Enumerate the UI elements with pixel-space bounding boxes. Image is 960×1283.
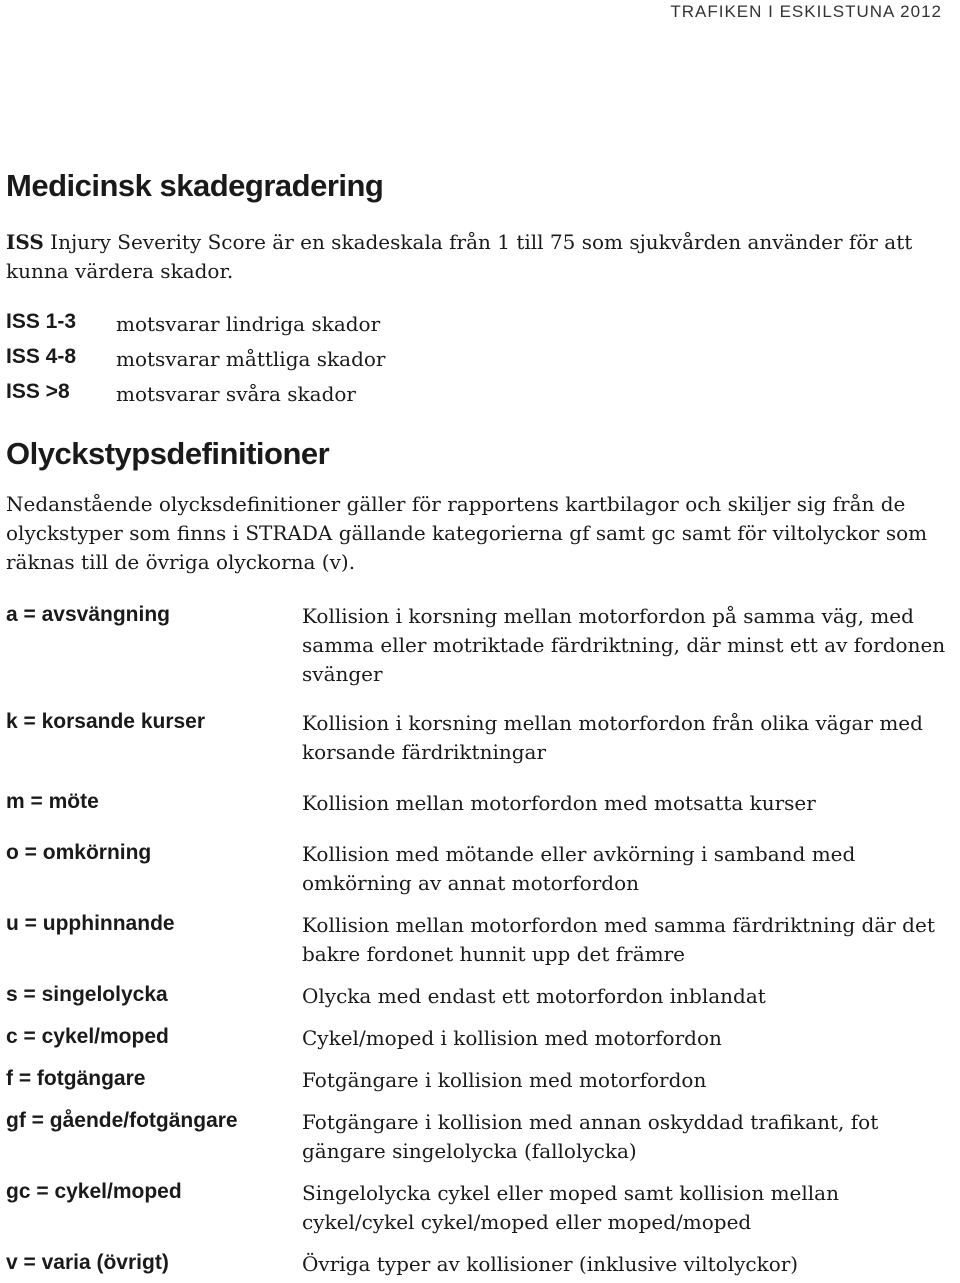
iss-label: ISS >8 [6, 380, 70, 403]
definition-text: Olycka med endast ett motorfordon inblandat [302, 984, 766, 1008]
iss-text: motsvarar lindriga skador [116, 312, 381, 336]
definition-text: Kollision i korsning mellan motorfordon från olika vägar med korsande färdriktningar [302, 711, 923, 764]
iss-intro [6, 228, 956, 286]
definition-text: Kollision mellan motorfordon med motsatta kurser [302, 791, 816, 815]
definition-code: v = varia (övrigt) [6, 1251, 169, 1274]
definition-text: Kollision med mötande eller avkörning i samband med omkörning av annat motorfordon [302, 842, 856, 895]
definition-code: a = avsvängning [6, 603, 170, 626]
iss-label: ISS 1-3 [6, 310, 77, 333]
running-header: TRAFIKEN I ESKILSTUNA 2012 [670, 2, 942, 21]
definition-code: gf = gående/fotgängare [6, 1109, 238, 1132]
definition-code: s = singelolycka [6, 983, 168, 1006]
iss-intro-text: Injury Severity Score är en skadeskala från 1 till 75 som sjukvården använder för att kunna värdera skador. [6, 230, 913, 283]
definition-text: Kollision mellan motorfordon med samma färdriktning där det bakre fordonet hunnit upp det främre [302, 913, 935, 966]
definition-code: gc = cykel/moped [6, 1180, 182, 1203]
iss-text: motsvarar måttliga skador [116, 347, 386, 371]
definition-text: Övriga typer av kollisioner (inklusive viltolyckor) [302, 1252, 799, 1276]
definitions-intro: Nedanstående olycksdefinitioner gäller för rapportens kartbilagor och skiljer sig från de olyckstyper som finns i STRADA gällande kategorierna gf samt gc samt för viltolyckor som räknas till de övriga olyckorna (v). [6, 492, 928, 574]
definition-text: Fotgängare i kollision med motorfordon [302, 1068, 707, 1092]
iss-label: ISS 4-8 [6, 345, 77, 368]
definition-text: Kollision i korsning mellan motorfordon på samma väg, med samma eller motriktade färdriktning, där minst ett av fordonen svänger [302, 604, 946, 686]
definition-code: k = korsande kurser [6, 710, 206, 733]
definition-code: m = möte [6, 790, 99, 813]
definition-code: f = fotgängare [6, 1067, 146, 1090]
definition-text: Singelolycka cykel eller moped samt kollision mellan cykel/cykel cykel/moped eller moped/moped [302, 1181, 839, 1234]
section-title-accident-types: Olyckstypsdefinitioner [6, 436, 330, 471]
iss-abbrev: ISS [6, 230, 44, 254]
section-title-medical: Medicinsk skadegradering [6, 168, 384, 203]
definition-text: Fotgängare i kollision med annan oskyddad trafikant, fot gängare singelolycka (fallolycka) [302, 1110, 879, 1163]
definition-code: o = omkörning [6, 841, 152, 864]
definition-code: c = cykel/moped [6, 1025, 169, 1048]
definition-text: Cykel/moped i kollision med motorfordon [302, 1026, 722, 1050]
definition-code: u = upphinnande [6, 912, 175, 935]
iss-text: motsvarar svåra skador [116, 382, 356, 406]
